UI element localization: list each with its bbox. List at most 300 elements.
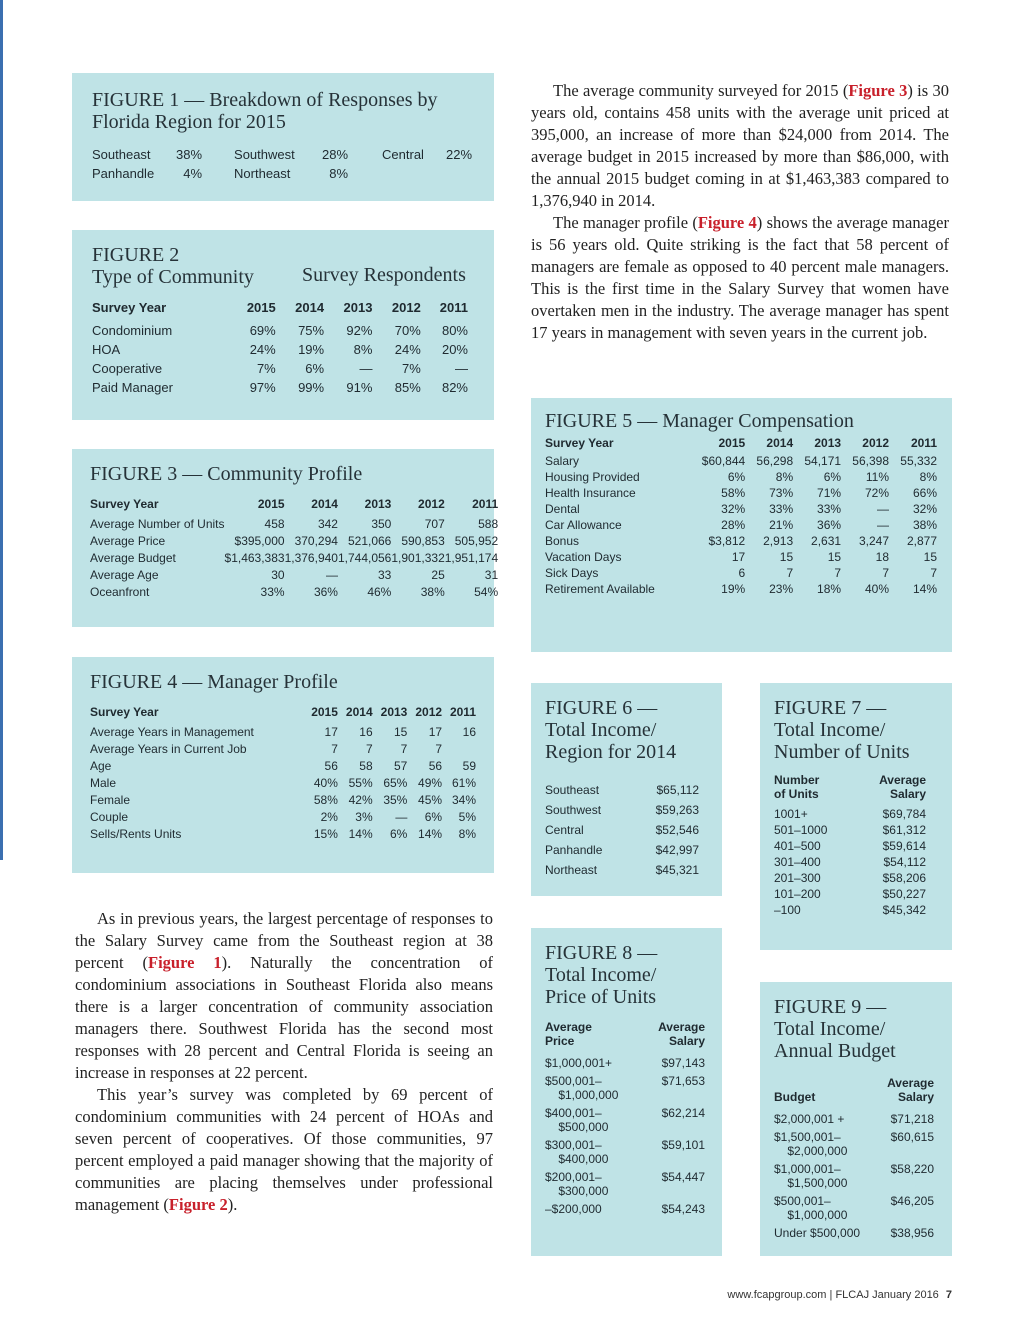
text-run: ). xyxy=(227,1195,238,1214)
cell-value: $38,956 xyxy=(890,1226,934,1240)
figure-reference: Figure 3 xyxy=(848,81,908,100)
figure8-box xyxy=(531,928,722,1256)
table-row xyxy=(545,564,937,580)
cell-value: 15% xyxy=(313,827,338,841)
cell-value: 19% xyxy=(298,342,325,357)
cell-value: 6% xyxy=(390,827,408,841)
figure7-table xyxy=(774,773,926,917)
table-row xyxy=(92,357,468,376)
row-label: Average Years in Management xyxy=(90,725,254,739)
cell-value: 58% xyxy=(721,486,746,500)
cell-value: 25 xyxy=(431,568,445,582)
left-column-text xyxy=(75,908,493,1216)
cell-value: 17 xyxy=(428,725,443,739)
figure5-table xyxy=(545,436,937,596)
table-row xyxy=(774,805,926,821)
footer-date: January 2016 xyxy=(872,1289,939,1301)
column-header-year: 2012 xyxy=(415,705,443,719)
column-header-year: 2015 xyxy=(311,705,338,719)
right-paragraph-2 xyxy=(531,212,949,344)
region-label: Southwest xyxy=(234,147,295,162)
cell-value: $54,447 xyxy=(661,1170,705,1184)
cell-value: 18 xyxy=(875,550,889,564)
column-header-year: 2014 xyxy=(345,705,373,719)
cell-value: 33 xyxy=(378,568,392,582)
table-row xyxy=(545,857,699,877)
cell-value: $62,214 xyxy=(661,1106,705,1120)
cell-value: 370,294 xyxy=(294,534,338,548)
row-label: Average Budget xyxy=(90,551,176,565)
cell-value: $54,112 xyxy=(883,855,926,869)
cell-value: 34% xyxy=(451,793,476,807)
cell-value: 7 xyxy=(365,742,373,756)
cell-value: 16 xyxy=(462,725,476,739)
figure-reference: Figure 2 xyxy=(168,1195,228,1214)
figure6-title xyxy=(545,697,708,763)
footer-site: www.fcapgroup.com xyxy=(727,1289,827,1301)
cell-value: 458 xyxy=(264,517,285,531)
cell-value: 57 xyxy=(393,759,408,773)
table-row xyxy=(545,817,699,837)
table-header-row xyxy=(774,773,926,805)
cell-value: 15 xyxy=(827,550,842,564)
row-label: Southwest xyxy=(545,803,602,817)
left-paragraph-1 xyxy=(75,908,493,1084)
row-label: 301–400 xyxy=(774,855,821,869)
cell-value: 56,298 xyxy=(756,454,794,468)
figure1-title xyxy=(92,89,474,133)
figure5-title: FIGURE 5 — Manager Compensation xyxy=(545,410,854,432)
column-header-year: 2013 xyxy=(814,436,842,450)
cell-value: 2% xyxy=(320,810,338,824)
row-label: Sick Days xyxy=(545,566,599,580)
cell-value: 2,877 xyxy=(906,534,937,548)
row-label: Average Age xyxy=(90,568,159,582)
page-number: 7 xyxy=(945,1289,952,1301)
figure5-box xyxy=(531,398,952,652)
cell-value: 46% xyxy=(367,585,392,599)
cell-value: 54% xyxy=(474,585,499,599)
row-label: $1,000,001+ xyxy=(545,1056,613,1070)
row-label: $1,000,001– $1,500,000 xyxy=(774,1162,848,1190)
table-row xyxy=(774,821,926,837)
row-label: Cooperative xyxy=(92,361,163,376)
column-header-year: 2012 xyxy=(418,497,445,511)
cell-value: 70% xyxy=(394,323,421,338)
cell-value: $59,263 xyxy=(655,803,699,817)
row-label: Health Insurance xyxy=(545,486,636,500)
cell-value: 73% xyxy=(769,486,794,500)
row-label: Retirement Available xyxy=(545,582,655,596)
figure6-title-line: Total Income/ xyxy=(545,719,657,741)
column-header: Number of Units xyxy=(774,773,820,801)
footer-publication: FLCAJ xyxy=(835,1289,870,1301)
cell-value: 80% xyxy=(441,323,468,338)
cell-value: 65% xyxy=(383,776,408,790)
cell-value: 15 xyxy=(779,550,794,564)
figure7-title-line: FIGURE 7 — xyxy=(774,697,887,719)
cell-value: 17 xyxy=(324,725,338,739)
table-row xyxy=(90,807,476,824)
table-header-row xyxy=(90,497,498,514)
table-row xyxy=(774,1190,934,1222)
table-row xyxy=(774,1158,934,1190)
table-row xyxy=(774,853,926,869)
text-run: ) is 30 years old, contains 458 units with the average unit priced at 395,000, an increase of more than $24,000 from 2014. The average budget in 2015 increased by more than $86,000, with the annual 2015 budget coming in at $1,463,383 compared to 1,376,940 in 2014. xyxy=(531,81,949,210)
cell-value: 19% xyxy=(721,582,746,596)
cell-value: $54,243 xyxy=(661,1202,705,1216)
cell-value: 33% xyxy=(769,502,794,516)
column-header-label: Survey Year xyxy=(90,497,159,511)
cell-value: 56 xyxy=(324,759,338,773)
cell-value: 1,376,940 xyxy=(284,551,338,565)
row-label: 101–200 xyxy=(774,887,821,901)
cell-value: 66% xyxy=(912,486,937,500)
cell-value: $60,615 xyxy=(890,1130,934,1144)
figure3-table xyxy=(90,497,498,599)
cell-value: 33% xyxy=(260,585,285,599)
row-label: $500,001– $1,000,000 xyxy=(545,1074,619,1102)
cell-value: 590,853 xyxy=(401,534,445,548)
cell-value: $52,546 xyxy=(655,823,699,837)
cell-value: 707 xyxy=(424,517,445,531)
figure7-box xyxy=(760,683,952,950)
cell-value: 15 xyxy=(393,725,408,739)
figure2-subtitle: Survey Respondents xyxy=(302,264,466,286)
row-label: Northeast xyxy=(545,863,598,877)
table-row xyxy=(90,565,498,582)
cell-value: 1,901,332 xyxy=(391,551,445,565)
row-label: Southeast xyxy=(545,783,600,797)
column-header: Average Salary xyxy=(887,1076,934,1104)
table-row xyxy=(545,777,699,797)
table-header-row xyxy=(92,300,468,319)
cell-value: 30 xyxy=(271,568,285,582)
row-label: Panhandle xyxy=(545,843,603,857)
figure3-box xyxy=(72,449,499,627)
cell-value: 8% xyxy=(775,470,794,484)
cell-value: $42,997 xyxy=(655,843,699,857)
figure4-table xyxy=(90,705,476,841)
figure6-title-line: Region for 2014 xyxy=(545,741,677,763)
cell-value: $59,614 xyxy=(882,839,926,853)
figure2-title-line2: Type of Community xyxy=(92,266,254,288)
table-header-row xyxy=(545,1020,705,1052)
cell-value: 31 xyxy=(484,568,499,582)
cell-value: 7 xyxy=(400,742,408,756)
cell-value: 24% xyxy=(249,342,276,357)
cell-value: 5% xyxy=(458,810,476,824)
cell-value: 36% xyxy=(817,518,842,532)
row-label: $400,001– $500,000 xyxy=(545,1106,609,1134)
region-pct: 4% xyxy=(183,166,203,181)
cell-value: 7 xyxy=(882,566,889,580)
column-header-year: 2014 xyxy=(311,497,338,511)
cell-value: $71,218 xyxy=(890,1112,934,1126)
cell-value: 56 xyxy=(428,759,443,773)
page-edge-line xyxy=(0,0,3,860)
text-run: The manager profile ( xyxy=(553,213,698,232)
column-header-year: 2011 xyxy=(910,436,937,450)
text-run: The average community surveyed for 2015 ( xyxy=(553,81,849,100)
table-row xyxy=(92,147,472,162)
row-label: Central xyxy=(545,823,584,837)
row-label: Age xyxy=(90,759,112,773)
figure9-title-line: Annual Budget xyxy=(774,1040,896,1062)
table-row xyxy=(774,885,926,901)
text-run: This year’s survey was completed by 69 percent of condominium communities with 24 percent of HOAs and seven percent of cooperatives. Of those communities, 97 percent employed a paid manager showing that the majority of communities are placing themselves under professional management ( xyxy=(75,1085,493,1214)
text-run: ) shows the average manager is 56 years old. Quite striking is the fact that 58 percent of managers are female as opposed to 40 percent male managers. This is the first time in the Salary Survey that women have overtaken men in the industry. The average manager has spent 17 years in management with seven years in the current job. xyxy=(531,213,949,342)
cell-value: 23% xyxy=(769,582,794,596)
row-label: Average Years in Current Job xyxy=(90,742,247,756)
figure9-box xyxy=(760,982,952,1256)
column-header-year: 2015 xyxy=(718,436,746,450)
cell-value xyxy=(442,739,476,756)
region-pct: 22% xyxy=(446,147,473,162)
row-label: Under $500,000 xyxy=(774,1226,861,1240)
table-row xyxy=(90,790,476,807)
table-row xyxy=(545,548,937,564)
column-header-year: 2013 xyxy=(343,300,373,315)
cell-value: $45,321 xyxy=(655,863,699,877)
row-label: Housing Provided xyxy=(545,470,640,484)
cell-value: $97,143 xyxy=(661,1056,705,1070)
cell-value: 3,247 xyxy=(858,534,889,548)
cell-value: 38% xyxy=(912,518,937,532)
table-row xyxy=(90,824,476,841)
cell-value: 6% xyxy=(424,810,443,824)
table-row xyxy=(90,531,498,548)
table-row xyxy=(92,338,468,357)
row-label: $300,001– $400,000 xyxy=(545,1138,609,1166)
table-row xyxy=(545,580,937,596)
cell-value: 1,744,056 xyxy=(337,551,392,565)
table-row xyxy=(90,773,476,790)
cell-value: $71,653 xyxy=(661,1074,705,1088)
footer-separator: | xyxy=(829,1289,833,1301)
cell-value: 2,631 xyxy=(811,534,842,548)
cell-value: 350 xyxy=(371,517,392,531)
cell-value: 8% xyxy=(919,470,937,484)
figure6-table xyxy=(545,777,699,877)
table-row xyxy=(90,548,498,565)
cell-value: $50,227 xyxy=(882,887,926,901)
figure9-title-line: FIGURE 9 — xyxy=(774,996,887,1018)
cell-value: 24% xyxy=(394,342,421,357)
figure4-box xyxy=(72,657,494,873)
figure1-table xyxy=(92,147,472,181)
cell-value: 11% xyxy=(865,470,889,484)
row-label: 1001+ xyxy=(774,807,808,821)
table-header-row xyxy=(90,705,476,722)
row-label: Bonus xyxy=(545,534,580,548)
figure9-title xyxy=(774,996,938,1062)
cell-value: 55% xyxy=(348,776,373,790)
figure3-title: FIGURE 3 — Community Profile xyxy=(90,463,363,485)
figure1-box xyxy=(72,73,494,201)
row-label: Oceanfront xyxy=(90,585,150,599)
row-label: $500,001– $1,000,000 xyxy=(774,1194,848,1222)
row-label: Dental xyxy=(545,502,580,516)
row-label: Sells/Rents Units xyxy=(90,827,182,841)
region-pct: 8% xyxy=(329,166,349,181)
row-label: $2,000,001 + xyxy=(774,1112,845,1126)
column-header: Average Price xyxy=(545,1020,592,1048)
cell-value: 15 xyxy=(923,550,937,564)
column-header: Budget xyxy=(774,1090,816,1104)
cell-value: 40% xyxy=(864,582,889,596)
row-label: 501–1000 xyxy=(774,823,828,837)
column-header-year: 2014 xyxy=(766,436,794,450)
right-column-text xyxy=(531,80,949,344)
figure2-table xyxy=(92,300,468,395)
column-header-year: 2013 xyxy=(364,497,392,511)
cell-value: 99% xyxy=(298,380,325,395)
right-paragraph-1 xyxy=(531,80,949,212)
table-row xyxy=(90,739,476,756)
table-row xyxy=(90,514,498,531)
table-row xyxy=(545,468,937,484)
cell-value: $69,784 xyxy=(882,807,926,821)
region-label: Southeast xyxy=(92,147,151,162)
cell-value: 505,952 xyxy=(454,534,499,548)
column-header-year: 2011 xyxy=(472,497,499,511)
text-run: As in previous years, the largest percentage of responses to the Salary Survey came from the Southeast region at 38 percent ( xyxy=(75,909,493,972)
table-row xyxy=(774,901,926,917)
row-label: –100 xyxy=(774,903,801,917)
figure9-title-line: Total Income/ xyxy=(774,1018,886,1040)
cell-value: 33% xyxy=(817,502,842,516)
cell-value: 6 xyxy=(738,566,746,580)
cell-value: 17 xyxy=(731,550,746,564)
cell-value: 7 xyxy=(435,742,443,756)
cell-value: 54,171 xyxy=(804,454,842,468)
cell-value: 59 xyxy=(462,759,476,773)
column-header-year: 2012 xyxy=(391,300,421,315)
column-header-year: 2011 xyxy=(449,705,476,719)
cell-value: 69% xyxy=(249,323,276,338)
cell-value: 18% xyxy=(817,582,842,596)
cell-value: 58 xyxy=(359,759,373,773)
cell-value: 8% xyxy=(353,342,373,357)
cell-value: 92% xyxy=(346,323,373,338)
table-row xyxy=(92,319,468,338)
column-header-label: Survey Year xyxy=(545,436,614,450)
table-header-row xyxy=(774,1076,934,1108)
row-label: 201–300 xyxy=(774,871,821,885)
table-row xyxy=(92,162,472,181)
table-row xyxy=(545,1070,705,1102)
figure2-title-line1: FIGURE 2 xyxy=(92,244,180,266)
figure6-title-line: FIGURE 6 — xyxy=(545,697,658,719)
region-label: Northeast xyxy=(234,166,291,181)
figure4-title: FIGURE 4 — Manager Profile xyxy=(90,671,338,693)
cell-value: 32% xyxy=(721,502,746,516)
cell-value: 55,332 xyxy=(900,454,937,468)
row-label: Female xyxy=(90,793,131,807)
figure7-title-line: Total Income/ xyxy=(774,719,886,741)
cell-value: $59,101 xyxy=(661,1138,705,1152)
table-row xyxy=(545,1166,705,1198)
cell-value: 45% xyxy=(418,793,443,807)
figure8-title-line: Price of Units xyxy=(545,986,657,1008)
cell-value: 14% xyxy=(348,827,373,841)
cell-value: 49% xyxy=(418,776,443,790)
cell-value: 20% xyxy=(441,342,468,357)
cell-value: 6% xyxy=(305,361,325,376)
table-row xyxy=(545,1102,705,1134)
figure7-title-line: Number of Units xyxy=(774,741,910,763)
table-row xyxy=(545,516,937,532)
cell-value: $61,312 xyxy=(882,823,926,837)
figure7-title xyxy=(774,697,938,763)
figure9-table xyxy=(774,1076,934,1240)
column-header-year: 2011 xyxy=(439,300,468,315)
region-label: Panhandle xyxy=(92,166,155,181)
cell-value: 7 xyxy=(331,742,338,756)
cell-value: 35% xyxy=(383,793,408,807)
cell-value: $60,844 xyxy=(701,454,746,468)
row-label: Male xyxy=(90,776,117,790)
cell-value: 28% xyxy=(721,518,746,532)
figure8-table xyxy=(545,1020,705,1216)
column-header: Average Salary xyxy=(658,1020,705,1048)
table-row xyxy=(545,484,937,500)
cell-value: — xyxy=(395,810,408,824)
cell-value: 58% xyxy=(313,793,338,807)
region-label: Central xyxy=(382,147,424,162)
cell-value: $65,112 xyxy=(656,783,699,797)
cell-value: $3,812 xyxy=(708,534,746,548)
left-paragraph-2 xyxy=(75,1084,493,1216)
table-row xyxy=(774,1222,934,1240)
cell-value: 56,398 xyxy=(852,454,889,468)
cell-value: $1,463,383 xyxy=(224,551,285,565)
table-row xyxy=(545,532,937,548)
cell-value: 61% xyxy=(451,776,476,790)
row-label: 401–500 xyxy=(774,839,821,853)
cell-value: 72% xyxy=(864,486,889,500)
column-header-year: 2014 xyxy=(295,300,325,315)
table-row xyxy=(545,1052,705,1070)
cell-value: — xyxy=(359,361,373,376)
figure6-box xyxy=(531,683,722,896)
table-row xyxy=(774,869,926,885)
column-header-label: Survey Year xyxy=(90,705,159,719)
cell-value: 6% xyxy=(823,470,842,484)
column-header-year: 2012 xyxy=(862,436,889,450)
cell-value: $46,205 xyxy=(890,1194,934,1208)
cell-value: — xyxy=(325,568,338,582)
cell-value: $58,220 xyxy=(890,1162,934,1176)
table-row xyxy=(545,797,699,817)
cell-value: 71% xyxy=(817,486,842,500)
row-label: Average Number of Units xyxy=(90,517,225,531)
table-row xyxy=(90,722,476,739)
figure8-title-line: FIGURE 8 — xyxy=(545,942,658,964)
region-pct: 38% xyxy=(176,147,203,162)
table-row xyxy=(545,500,937,516)
cell-value: 1,951,174 xyxy=(444,551,499,565)
cell-value: 14% xyxy=(912,582,937,596)
table-row xyxy=(545,452,937,468)
cell-value: 16 xyxy=(359,725,373,739)
figure-reference: Figure 1 xyxy=(147,953,222,972)
cell-value: 14% xyxy=(418,827,443,841)
cell-value: 38% xyxy=(420,585,445,599)
column-header-year: 2013 xyxy=(380,705,408,719)
row-label: Condominium xyxy=(92,323,173,338)
